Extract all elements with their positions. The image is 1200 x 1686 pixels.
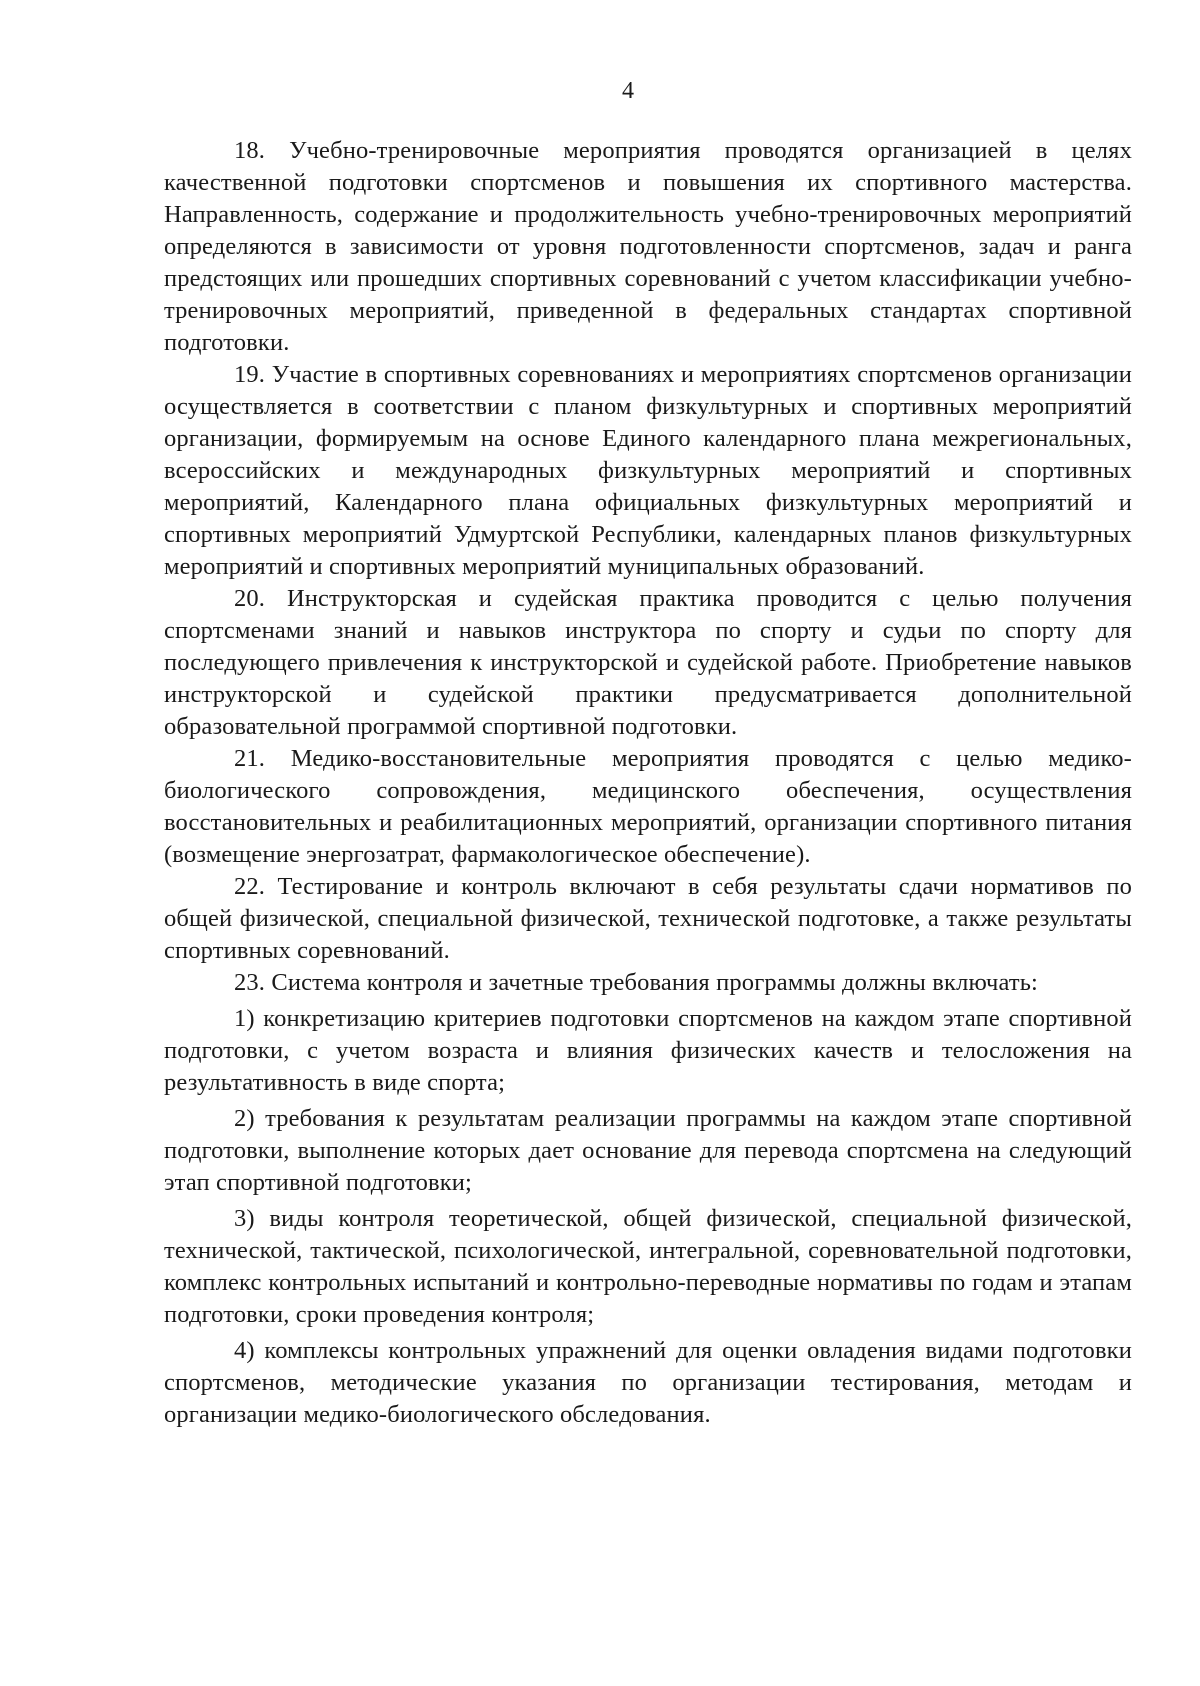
page-number: 4: [622, 78, 634, 104]
paragraph-18: 18. Учебно-тренировочные мероприятия проводятся организацией в целях качественной подготовки спортсменов и повышения их спортивного мастерства. Направленность, содержание и продолжительность учебно-тренировочных мероприятий определяются в зависимости от уровня подготовленности спортсменов, задач и ранга предстоящих или прошедших спортивных соревнований с учетом классификации учебно-тренировочных мероприятий, приведенной в федеральных стандартах спортивной подготовки.: [164, 137, 1132, 356]
list-item-4: 4) комплексы контрольных упражнений для оценки овладения видами подготовки спортсменов, методические указания по организации тестирования, методам и организации медико-биологического обследования.: [164, 1337, 1132, 1428]
paragraph-19: 19. Участие в спортивных соревнованиях и мероприятиях спортсменов организации осуществляется в соответствии с планом физкультурных и спортивных мероприятий организации, формируемым на основе Единого календарного плана межрегиональных, всероссийских и международных физкультурных мероприятий и спортивных мероприятий, Календарного плана официальных физкультурных мероприятий и спортивных мероприятий Удмуртской Республики, календарных планов физкультурных мероприятий и спортивных мероприятий муниципальных образований.: [164, 361, 1132, 580]
paragraph-21: 21. Медико-восстановительные мероприятия проводятся с целью медико-биологического сопровождения, медицинского обеспечения, осуществления восстановительных и реабилитационных мероприятий, организации спортивного питания (возмещение энергозатрат, фармакологическое обеспечение).: [164, 745, 1132, 868]
paragraph-22: 22. Тестирование и контроль включают в себя результаты сдачи нормативов по общей физической, специальной физической, технической подготовке, а также результаты спортивных соревнований.: [164, 873, 1132, 964]
paragraph-23: 23. Система контроля и зачетные требования программы должны включать:: [234, 969, 1038, 996]
list-item-2: 2) требования к результатам реализации программы на каждом этапе спортивной подготовки, выполнение которых дает основание для перевода спортсмена на следующий этап спортивной подготовки;: [164, 1105, 1132, 1196]
list-item-1: 1) конкретизацию критериев подготовки спортсменов на каждом этапе спортивной подготовки, с учетом возраста и влияния физических качеств и телосложения на результативность в виде спорта;: [164, 1005, 1132, 1096]
paragraph-20: 20. Инструкторская и судейская практика проводится с целью получения спортсменами знаний и навыков инструктора по спорту и судьи по спорту для последующего привлечения к инструкторской и судейской работе. Приобретение навыков инструкторской и судейской практики предусматривается дополнительной образовательной программой спортивной подготовки.: [164, 585, 1132, 740]
list-item-3: 3) виды контроля теоретической, общей физической, специальной физической, технической, тактической, психологической, интегральной, соревновательной подготовки, комплекс контрольных испытаний и контрольно-переводные нормативы по годам и этапам подготовки, сроки проведения контроля;: [164, 1205, 1132, 1328]
